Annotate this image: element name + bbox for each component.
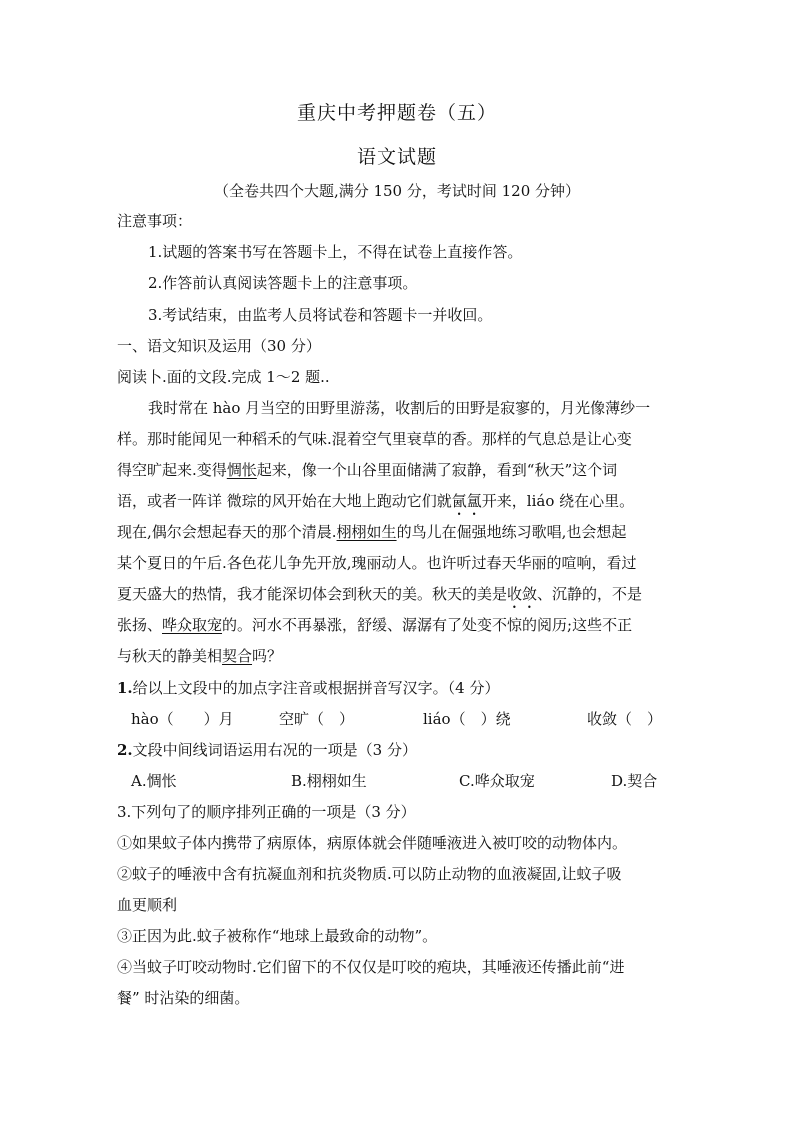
question-2 bbox=[117, 740, 674, 760]
note-item-2: 2.作答前认真阅读答题卡上的注意事项。 bbox=[148, 274, 418, 292]
option-c: C.哗众取宠 bbox=[459, 772, 535, 790]
option-a: A.惆怅 bbox=[131, 772, 177, 790]
q3-sentence-2: ②蚊子的唾液中含有抗凝血剂和抗炎物质.可以防止动物的血液凝固,让蚊子吸 bbox=[117, 865, 622, 883]
blank-liao: liáo（ ）绕 bbox=[423, 710, 511, 728]
passage-line-6: 某个夏日的午后.各色花儿争先开放,瑰丽动人。也许听过春天华丽的喧响，看过 bbox=[117, 554, 637, 572]
option-b: B.栩栩如生 bbox=[291, 772, 367, 790]
passage-line-8 bbox=[117, 615, 674, 635]
passage-text: 语，或者一阵详 微琮的风开始在大地上跑动它们就 bbox=[117, 492, 452, 510]
q3-sentence-1: ①如果蚊子体内携带了病原体，病原体就会伴随唾液进入被叮咬的动物体内。 bbox=[117, 834, 628, 852]
q3-sentence-2-cont: 血更顺利 bbox=[117, 896, 178, 914]
note-item-3: 3.考试结束，由监考人员将试卷和答题卡一并收回。 bbox=[148, 306, 493, 324]
passage-text: 、沉静的，不是 bbox=[537, 585, 643, 603]
passage-line-9 bbox=[117, 646, 674, 666]
section1-heading: 一、语文知识及运用（30 分） bbox=[117, 337, 321, 355]
question-number: 2. bbox=[117, 741, 133, 759]
passage-text: 得空旷起来.变得 bbox=[117, 461, 227, 479]
question-1 bbox=[117, 678, 674, 698]
q3-sentence-4-cont: 餐” 时沾染的细菌。 bbox=[117, 989, 250, 1007]
passage-text: 的。河水不再暴涨，舒缓、潺潺有了处变不惊的阅历;这些不正 bbox=[222, 616, 633, 634]
q3-sentence-4: ④当蚊子叮咬动物时.它们留下的不仅仅是叮咬的疱块，其唾液还传播此前“进 bbox=[117, 958, 625, 976]
passage-text: 张扬、 bbox=[117, 616, 163, 634]
underlined-word-chouchang: 惆怅 bbox=[226, 461, 257, 479]
passage-line-1: 我时常在 hào 月当空的田野里游荡，收割后的田野是寂寥的，月光像薄纱一 bbox=[148, 399, 651, 417]
passage-text: 与秋天的静美相 bbox=[117, 647, 223, 665]
notes-heading: 注意事项： bbox=[117, 212, 193, 230]
passage-line-7 bbox=[117, 584, 674, 612]
passage-line-5 bbox=[117, 522, 674, 542]
passage-text: 夏天盛大的热情，我才能深切体会到秋天的美。秋天的美是 bbox=[117, 585, 508, 603]
underlined-word-huazhongqu: 哗众取宠 bbox=[162, 616, 223, 634]
passage-line-4 bbox=[117, 491, 674, 519]
underlined-word-qihe: 契合 bbox=[222, 647, 253, 665]
passage-line-2: 样。那时能闻见一种稻禾的气味.混着空气里衰草的香。那样的气息总是让心变 bbox=[117, 430, 632, 448]
dotted-word-yinyun: 氤氲 bbox=[451, 492, 482, 510]
passage-text: 开来，liáo 绕在心里。 bbox=[481, 492, 635, 510]
section1-instruction: 阅读卜.面的文段.完成 1～2 题.. bbox=[117, 368, 330, 386]
question-3: 3.下列句了的顺序排列正确的一项是（3 分） bbox=[117, 803, 416, 821]
blank-hao: hào（ ）月 bbox=[131, 710, 234, 728]
passage-line-3 bbox=[117, 460, 674, 480]
subject-title: 语文试题 bbox=[356, 146, 437, 168]
passage-text: 吗？ bbox=[252, 647, 283, 665]
question-text: 文段中间线词语运用右况的一项是（3 分） bbox=[132, 741, 417, 759]
underlined-word-xuxurusheng: 栩栩如生 bbox=[336, 523, 397, 541]
passage-text: 的鸟儿在倔强地练习歌唱,也会想起 bbox=[396, 523, 627, 541]
dotted-word-shoulian: 收敛 bbox=[507, 585, 538, 603]
question-text: 给以上文段中的加点字注音或根据拼音写汉字。（4 分） bbox=[132, 679, 500, 697]
exam-info: （全卷共四个大题,满分 150 分，考试时间 120 分钟） bbox=[213, 182, 581, 200]
question-number: 1. bbox=[117, 679, 133, 697]
option-d: D.契合 bbox=[611, 772, 658, 790]
note-item-1: 1.试题的答案书写在答题卡上，不得在试卷上直接作答。 bbox=[148, 243, 523, 261]
passage-text: 起来，像一个山谷里面储满了寂静，看到“秋天”这个词 bbox=[256, 461, 618, 479]
exam-title: 重庆中考押题卷（五） bbox=[296, 102, 497, 124]
blank-kongkuang: 空旷（ ） bbox=[279, 710, 355, 728]
blank-shoulian: 收敛（ ） bbox=[587, 710, 663, 728]
q3-sentence-3: ③正因为此.蚊子被称作“地球上最致命的动物”。 bbox=[117, 927, 438, 945]
passage-text: 现在,偶尔会想起春天的那个清晨. bbox=[117, 523, 337, 541]
